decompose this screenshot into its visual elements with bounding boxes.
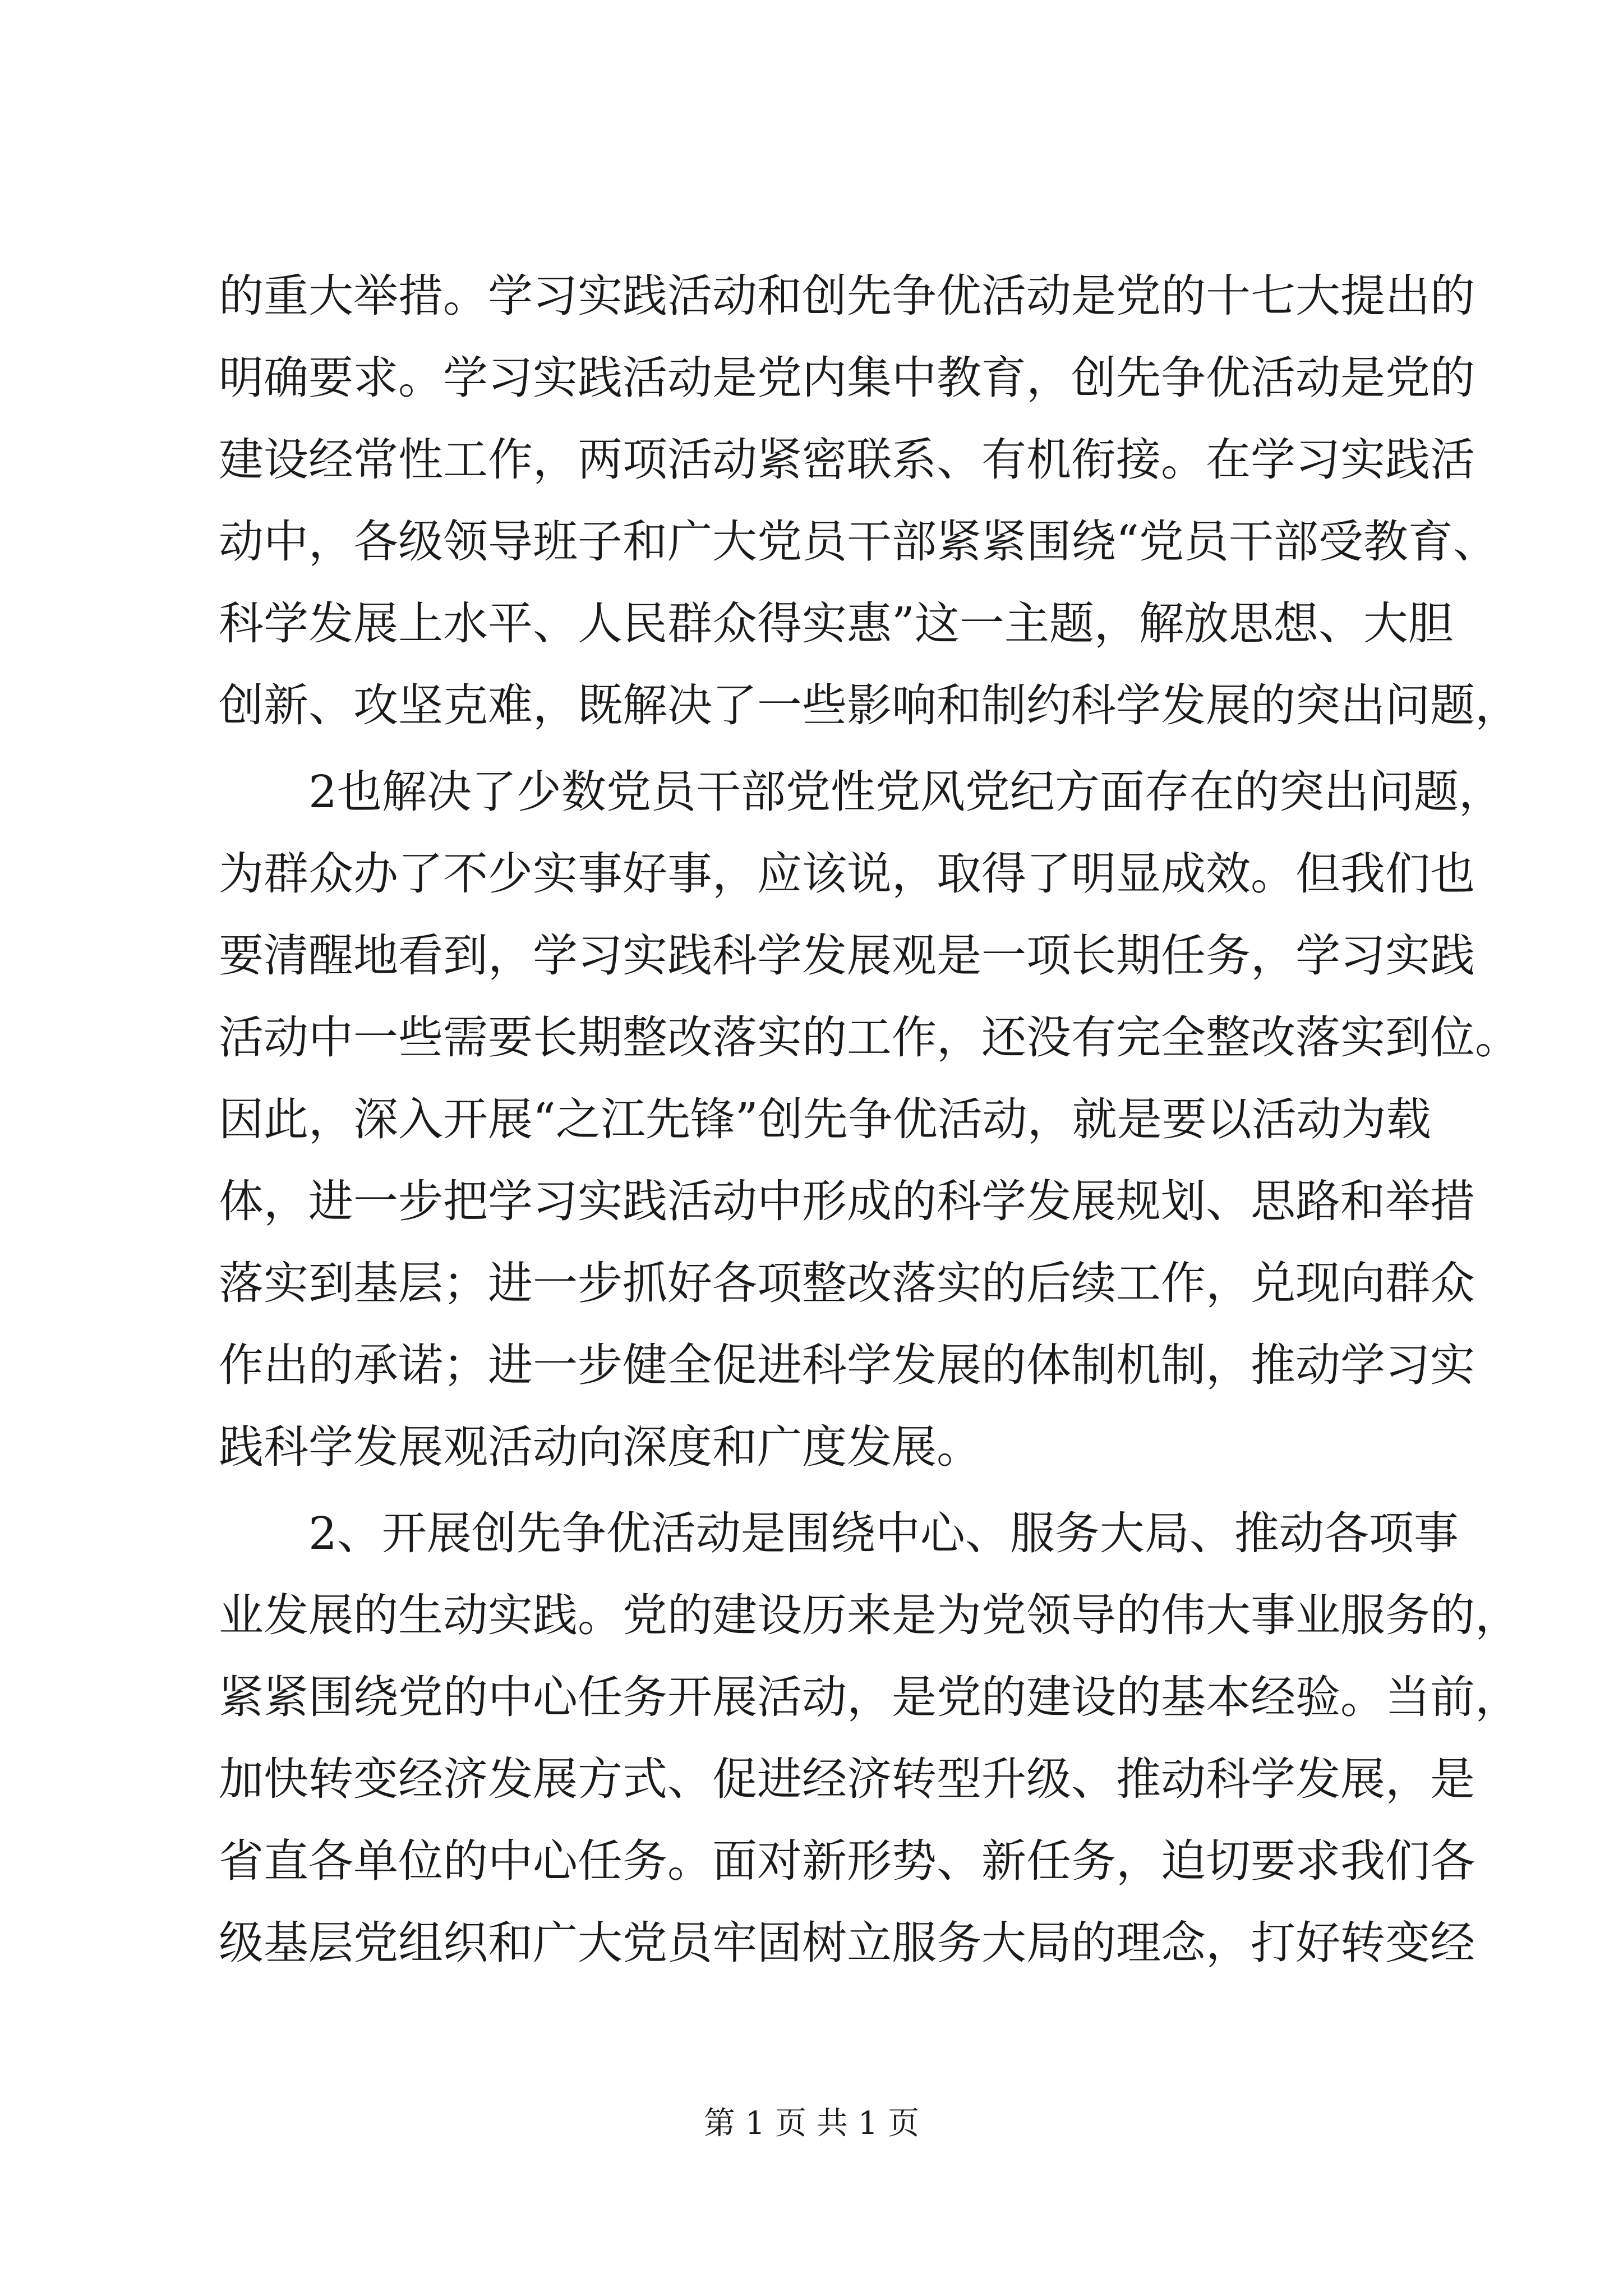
text-line: 加快转变经济发展方式、促进经济转型升级、推动科学发展，是 [219, 1753, 1475, 1805]
text-line: 因此，深入开展“之江先锋”创先争优活动，就是要以活动为载 [219, 1093, 1431, 1145]
text-line: 业发展的生动实践。党的建设历来是为党领导的伟大事业服务的， [219, 1589, 1520, 1641]
paragraph-start-line: 2、开展创先争优活动是围绕中心、服务大局、推动各项事 [308, 1507, 1459, 1559]
text-line: 为群众办了不少实事好事，应该说，取得了明显成效。但我们也 [219, 848, 1475, 900]
text-line: 科学发展上水平、人民群众得实惠”这一主题，解放思想、大胆 [219, 597, 1453, 650]
text-line: 活动中一些需要长期整改落实的工作，还没有完全整改落实到位。 [219, 1011, 1520, 1064]
page-footer: 第 1 页 共 1 页 [703, 2105, 920, 2142]
text-line: 要清醒地看到，学习实践科学发展观是一项长期任务，学习实践 [219, 930, 1475, 982]
text-line: 创新、攻坚克难，既解决了一些影响和制约科学发展的突出问题， [219, 679, 1520, 731]
text-line: 的重大举措。学习实践活动和创先争优活动是党的十七大提出的 [219, 270, 1475, 322]
paragraph-start-line: 2也解决了少数党员干部党性党风党纪方面存在的突出问题， [308, 766, 1504, 818]
document-body [219, 255, 1520, 1984]
text-line: 体，进一步把学习实践活动中形成的科学发展规划、思路和举措 [219, 1175, 1475, 1227]
text-line: 动中，各级领导班子和广大党员干部紧紧围绕“党员干部受教育、 [219, 516, 1498, 568]
text-line: 明确要求。学习实践活动是党内集中教育，创先争优活动是党的 [219, 352, 1475, 404]
text-line: 省直各单位的中心任务。面对新形势、新任务，迫切要求我们各 [219, 1835, 1475, 1887]
text-line: 紧紧围绕党的中心任务开展活动，是党的建设的基本经验。当前， [219, 1671, 1520, 1723]
text-line: 践科学发展观活动向深度和广度发展。 [219, 1421, 981, 1473]
text-line: 作出的承诺；进一步健全促进科学发展的体制机制，推动学习实 [219, 1339, 1475, 1391]
text-line: 建设经常性工作，两项活动紧密联系、有机衔接。在学习实践活 [219, 434, 1475, 486]
text-line: 级基层党组织和广大党员牢固树立服务大局的理念，打好转变经 [219, 1917, 1475, 1969]
text-line: 落实到基层；进一步抓好各项整改落实的后续工作，兑现向群众 [219, 1257, 1475, 1309]
